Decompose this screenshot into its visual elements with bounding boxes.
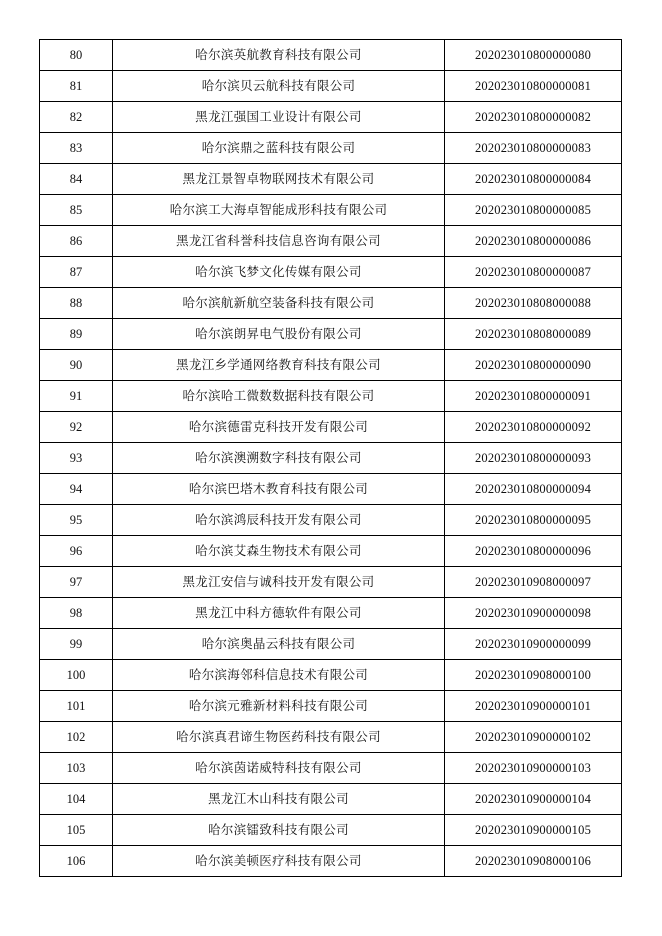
table-row: [40, 226, 622, 257]
company-name-cell: 哈尔滨茵诺威特科技有限公司: [113, 753, 445, 784]
company-name-cell: 黑龙江省科誉科技信息咨询有限公司: [113, 226, 445, 257]
registration-code-cell: 202023010808000088: [445, 288, 622, 319]
table-row: [40, 164, 622, 195]
row-number-cell: 106: [40, 846, 113, 877]
table-row: [40, 846, 622, 877]
row-number-cell: 105: [40, 815, 113, 846]
company-name-cell: 哈尔滨真君谛生物医药科技有限公司: [113, 722, 445, 753]
company-name-cell: 哈尔滨鼎之蓝科技有限公司: [113, 133, 445, 164]
registration-code-cell: 202023010900000103: [445, 753, 622, 784]
registration-code-cell: 202023010900000105: [445, 815, 622, 846]
table-row: [40, 288, 622, 319]
company-name-cell: 黑龙江乡学通网络教育科技有限公司: [113, 350, 445, 381]
registration-code-cell: 202023010800000092: [445, 412, 622, 443]
registration-code-cell: 202023010900000099: [445, 629, 622, 660]
company-name-cell: 哈尔滨奥晶云科技有限公司: [113, 629, 445, 660]
registration-code-cell: 202023010800000095: [445, 505, 622, 536]
table-row: [40, 319, 622, 350]
row-number-cell: 89: [40, 319, 113, 350]
table-row: [40, 784, 622, 815]
registration-code-cell: 202023010800000096: [445, 536, 622, 567]
company-name-cell: 哈尔滨美顿医疗科技有限公司: [113, 846, 445, 877]
row-number-cell: 101: [40, 691, 113, 722]
row-number-cell: 82: [40, 102, 113, 133]
registration-code-cell: 202023010900000104: [445, 784, 622, 815]
company-name-cell: 黑龙江景智卓物联网技术有限公司: [113, 164, 445, 195]
table-row: [40, 753, 622, 784]
registration-code-cell: 202023010808000089: [445, 319, 622, 350]
row-number-cell: 97: [40, 567, 113, 598]
table-row: [40, 629, 622, 660]
registration-code-cell: 202023010800000087: [445, 257, 622, 288]
row-number-cell: 95: [40, 505, 113, 536]
registration-code-cell: 202023010908000100: [445, 660, 622, 691]
row-number-cell: 99: [40, 629, 113, 660]
table-row: [40, 691, 622, 722]
table-row: [40, 412, 622, 443]
registration-code-cell: 202023010800000094: [445, 474, 622, 505]
row-number-cell: 102: [40, 722, 113, 753]
registration-code-cell: 202023010800000090: [445, 350, 622, 381]
row-number-cell: 88: [40, 288, 113, 319]
table-row: [40, 195, 622, 226]
company-name-cell: 哈尔滨朗昇电气股份有限公司: [113, 319, 445, 350]
registration-code-cell: 202023010800000082: [445, 102, 622, 133]
company-name-cell: 哈尔滨哈工微数数据科技有限公司: [113, 381, 445, 412]
row-number-cell: 83: [40, 133, 113, 164]
registration-code-cell: 202023010800000086: [445, 226, 622, 257]
table-row: [40, 102, 622, 133]
row-number-cell: 93: [40, 443, 113, 474]
registration-code-cell: 202023010800000091: [445, 381, 622, 412]
company-registry-table: [39, 39, 622, 877]
company-name-cell: 黑龙江木山科技有限公司: [113, 784, 445, 815]
company-name-cell: 哈尔滨工大海卓智能成形科技有限公司: [113, 195, 445, 226]
table-body: [40, 40, 622, 877]
row-number-cell: 87: [40, 257, 113, 288]
table-row: [40, 350, 622, 381]
table-row: [40, 257, 622, 288]
registration-code-cell: 202023010800000081: [445, 71, 622, 102]
company-name-cell: 哈尔滨鸿辰科技开发有限公司: [113, 505, 445, 536]
company-name-cell: 哈尔滨元雅新材料科技有限公司: [113, 691, 445, 722]
company-name-cell: 哈尔滨巴塔木教育科技有限公司: [113, 474, 445, 505]
row-number-cell: 80: [40, 40, 113, 71]
row-number-cell: 98: [40, 598, 113, 629]
company-name-cell: 哈尔滨艾森生物技术有限公司: [113, 536, 445, 567]
registration-code-cell: 202023010800000084: [445, 164, 622, 195]
row-number-cell: 100: [40, 660, 113, 691]
company-name-cell: 哈尔滨航新航空装备科技有限公司: [113, 288, 445, 319]
table-row: [40, 505, 622, 536]
registration-code-cell: 202023010900000102: [445, 722, 622, 753]
table-row: [40, 536, 622, 567]
table-row: [40, 815, 622, 846]
company-name-cell: 黑龙江中科方德软件有限公司: [113, 598, 445, 629]
table-row: [40, 567, 622, 598]
table-row: [40, 474, 622, 505]
company-name-cell: 哈尔滨英航教育科技有限公司: [113, 40, 445, 71]
row-number-cell: 85: [40, 195, 113, 226]
row-number-cell: 96: [40, 536, 113, 567]
registration-code-cell: 202023010800000085: [445, 195, 622, 226]
registration-code-cell: 202023010800000093: [445, 443, 622, 474]
company-name-cell: 黑龙江强国工业设计有限公司: [113, 102, 445, 133]
table-row: [40, 133, 622, 164]
row-number-cell: 91: [40, 381, 113, 412]
company-name-cell: 哈尔滨澳溯数字科技有限公司: [113, 443, 445, 474]
row-number-cell: 90: [40, 350, 113, 381]
table-row: [40, 40, 622, 71]
table-row: [40, 381, 622, 412]
row-number-cell: 92: [40, 412, 113, 443]
row-number-cell: 84: [40, 164, 113, 195]
company-name-cell: 黑龙江安信与诚科技开发有限公司: [113, 567, 445, 598]
registration-code-cell: 202023010900000101: [445, 691, 622, 722]
company-name-cell: 哈尔滨镭致科技有限公司: [113, 815, 445, 846]
row-number-cell: 94: [40, 474, 113, 505]
row-number-cell: 81: [40, 71, 113, 102]
registration-code-cell: 202023010908000097: [445, 567, 622, 598]
registration-code-cell: 202023010908000106: [445, 846, 622, 877]
row-number-cell: 104: [40, 784, 113, 815]
row-number-cell: 86: [40, 226, 113, 257]
table-row: [40, 598, 622, 629]
registration-code-cell: 202023010900000098: [445, 598, 622, 629]
company-name-cell: 哈尔滨飞梦文化传媒有限公司: [113, 257, 445, 288]
table-row: [40, 443, 622, 474]
company-name-cell: 哈尔滨海邻科信息技术有限公司: [113, 660, 445, 691]
row-number-cell: 103: [40, 753, 113, 784]
table-row: [40, 660, 622, 691]
table-row: [40, 722, 622, 753]
registration-code-cell: 202023010800000083: [445, 133, 622, 164]
company-name-cell: 哈尔滨贝云航科技有限公司: [113, 71, 445, 102]
company-name-cell: 哈尔滨德雷克科技开发有限公司: [113, 412, 445, 443]
table-row: [40, 71, 622, 102]
registration-code-cell: 202023010800000080: [445, 40, 622, 71]
